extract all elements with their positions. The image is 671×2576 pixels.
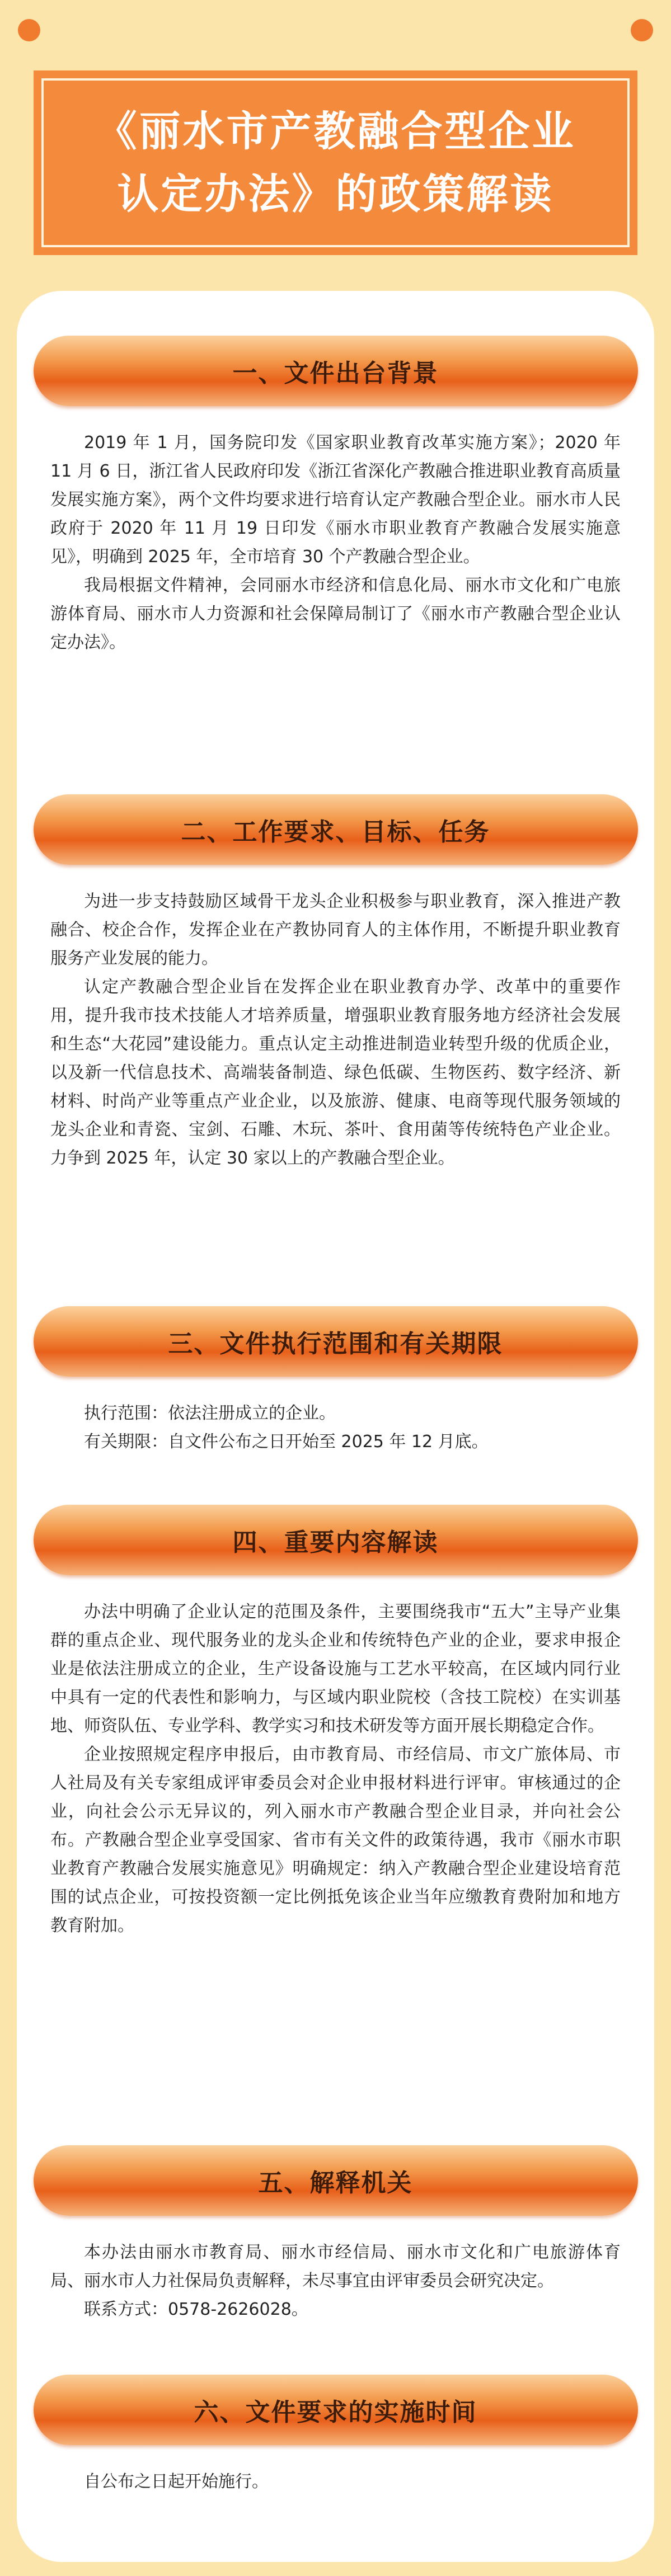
section-heading: 三、文件执行范围和有关期限 [168, 1330, 503, 1358]
section-scope-and-period [17, 1306, 654, 1456]
paragraph: 本办法由丽水市教育局、丽水市经信局、丽水市文化和广电旅游体育局、丽水市人力社保局负责解释，未尽事宜由评审委员会研究决定。 [50, 2243, 621, 2291]
section-effective-date [17, 2375, 654, 2496]
paragraph: 2019 年 1 月，国务院印发《国家职业教育改革实施方案》；2020 年 11 月 6 日，浙江省人民政府印发《浙江省深化产教融合推进职业教育高质量发展实施方案》，两个文件均要求进行培育认定产教融合型企业。丽水市人民政府于 2020 年 11 月 19 日印发《丽水市职业教育产教融合发展实施意见》，明确到 2025 年，全市培育 30 个产教融合型企业。 [50, 433, 621, 567]
section-body [50, 2238, 621, 2324]
section-heading-pill [34, 1306, 638, 1377]
title-banner-frame [41, 78, 630, 247]
section-body [50, 1598, 621, 1940]
section-heading: 六、文件要求的实施时间 [194, 2398, 477, 2427]
section-heading-pill [34, 1505, 638, 1575]
paragraph: 执行范围：依法注册成立的企业。 [84, 1404, 336, 1423]
paragraph: 认定产教融合型企业旨在发挥企业在职业教育办学、改革中的重要作用，提升我市技术技能人才培养质量，增强职业教育服务地方经济社会发展和生态“大花园”建设能力。重点认定主动推进制造业转型升级的优质企业，以及新一代信息技术、高端装备制造、绿色低碳、生物医药、数字经济、新材料、时尚产业等重点产业企业，以及旅游、健康、电商等现代服务领域的龙头企业和青瓷、宝剑、石雕、木玩、茶叶、食用菌等传统特色产业企业。力争到 2025 年，认定 30 家以上的产教融合型企业。 [50, 977, 621, 1168]
section-interpretation-authority [17, 2145, 654, 2324]
paragraph: 联系方式：0578-2626028。 [84, 2300, 308, 2319]
section-key-content [17, 1505, 654, 1940]
section-heading-pill [34, 2375, 638, 2445]
title-banner [34, 70, 637, 255]
section-body [50, 428, 621, 657]
section-requirements [17, 794, 654, 1172]
decorative-dot-right [631, 19, 653, 41]
section-heading: 五、解释机关 [258, 2169, 413, 2197]
section-heading-pill [34, 794, 638, 865]
section-body [50, 2467, 621, 2496]
paragraph: 为进一步支持鼓励区域骨干龙头企业积极参与职业教育，深入推进产教融合、校企合作，发挥企业在产教协同育人的主体作用，不断提升职业教育服务产业发展的能力。 [50, 892, 621, 968]
section-body [50, 887, 621, 1172]
paragraph: 我局根据文件精神，会同丽水市经济和信息化局、丽水市文化和广电旅游体育局、丽水市人力资源和社会保障局制订了《丽水市产教融合型企业认定办法》。 [50, 576, 621, 652]
section-heading-pill [34, 2145, 638, 2216]
page-title-line-1: 《丽水市产教融合型企业 [95, 107, 576, 156]
paragraph: 企业按照规定程序申报后，由市教育局、市经信局、市文广旅体局、市人社局及有关专家组成评审委员会对企业申报材料进行评审。审核通过的企业，向社会公示无异议的，列入丽水市产教融合型企业目录，并向社会公布。产教融合型企业享受国家、省市有关文件的政策待遇，我市《丽水市职业教育产教融合发展实施意见》明确规定：纳入产教融合型企业建设培育范围的试点企业，可按投资额一定比例抵免该企业当年应缴教育费附加和地方教育附加。 [50, 1745, 621, 1935]
section-heading: 四、重要内容解读 [232, 1528, 439, 1557]
content-card [17, 291, 654, 2562]
decorative-dot-left [18, 19, 40, 41]
section-body [50, 1399, 621, 1456]
section-heading-pill [34, 336, 638, 406]
paragraph: 办法中明确了企业认定的范围及条件，主要围绕我市“五大”主导产业集群的重点企业、现代服务业的龙头企业和传统特色产业的企业，要求申报企业是依法注册成立的企业，生产设备设施与工艺水平较高，在区域内同行业中具有一定的代表性和影响力，与区域内职业院校（含技工院校）在实训基地、师资队伍、专业学科、教学实习和技术研发等方面开展长期稳定合作。 [50, 1602, 621, 1736]
section-heading: 二、工作要求、目标、任务 [181, 818, 490, 846]
section-heading: 一、文件出台背景 [232, 359, 439, 388]
page-title-line-2: 认定办法》的政策解读 [117, 170, 554, 218]
section-background [17, 336, 654, 657]
paragraph: 自公布之日起开始施行。 [84, 2472, 269, 2492]
paragraph: 有关期限：自文件公布之日开始至 2025 年 12 月底。 [84, 1432, 489, 1452]
